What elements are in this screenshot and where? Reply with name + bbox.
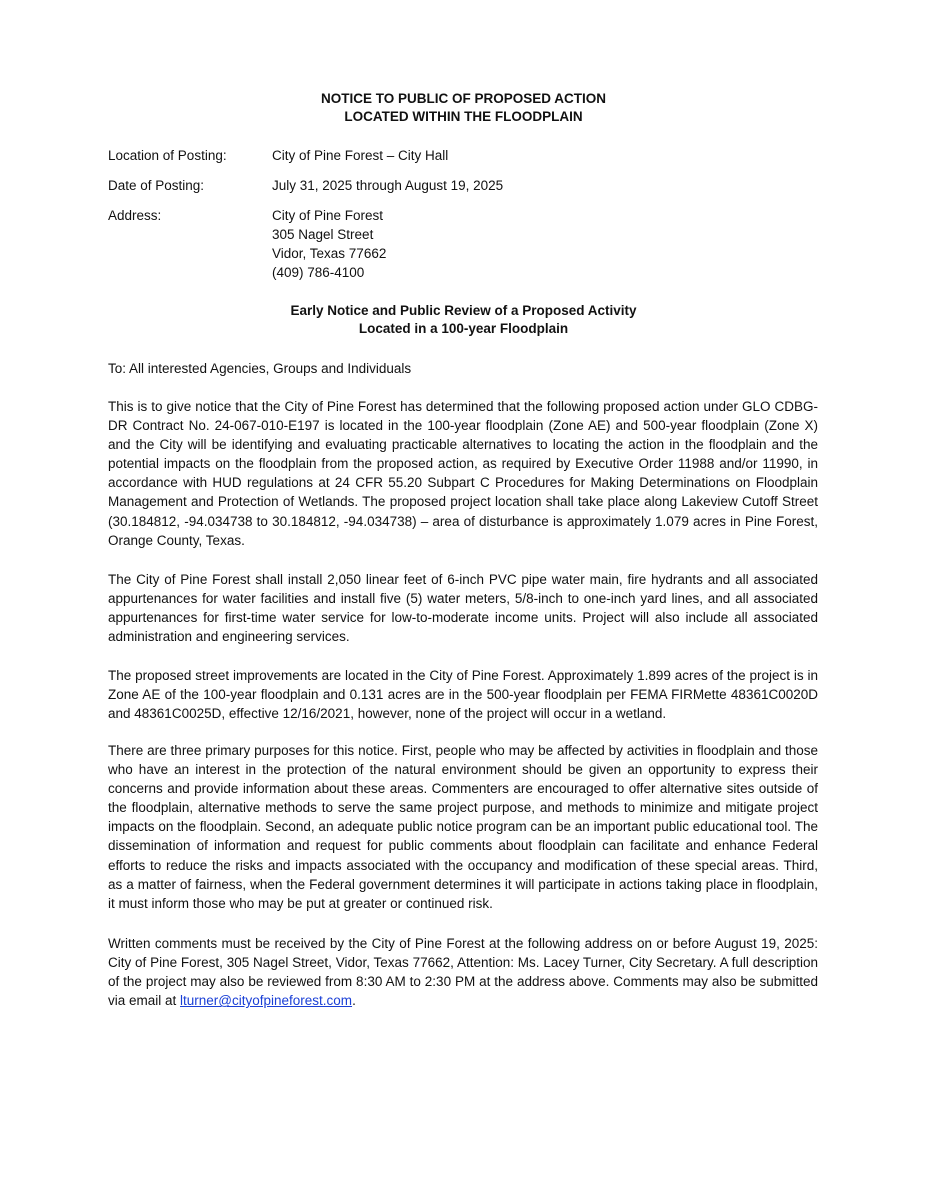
address-phone: (409) 786-4100 — [272, 265, 365, 280]
address-line-3: Vidor, Texas 77662 — [272, 246, 387, 261]
title-line-1: NOTICE TO PUBLIC OF PROPOSED ACTION — [320, 91, 607, 106]
email-link[interactable]: lturner@cityofpineforest.com — [180, 993, 353, 1009]
paragraph-project-location: This is to give notice that the City of Pine Forest has determined that the following proposed action under GLO CDBG-DR Contract No. 24-067-010-E197 is located in the 100-year floodplain (Zone AE) and 500-year floodplain (Zone X) and the City will be identifying and evaluating practicable alternatives to locating the action in the floodplain and the potential impacts on the floodplain from the proposed action, as required by Executive Order 11988 and/or 11990, in accordance with HUD regulations at 24 CFR 55.20 Subpart C Procedures for Making Determinations on Floodplain Management and Protection of Wetlands. The proposed project location shall take place along Lakeview Cutoff Street (30.184812, -94.034738 to 30.184812, -94.034738) – area of disturbance is approximately 1.079 acres in Pine Forest, Orange County, Texas. — [108, 399, 818, 548]
address-line-1: City of Pine Forest — [272, 208, 384, 223]
subtitle-line-1: Early Notice and Public Review of a Proposed Activity — [290, 303, 637, 318]
location-row — [108, 146, 828, 165]
date-value: July 31, 2025 through August 19, 2025 — [272, 178, 504, 193]
location-label: Location of Posting: — [108, 148, 227, 163]
address-line-2: 305 Nagel Street — [272, 227, 374, 242]
comments-text: Written comments must be received by the City of Pine Forest at the following address on or before August 19, 2025: City of Pine Forest, 305 Nagel Street, Vidor, Texas 77662, Attention: Ms. Lacey Turner, City Secretary. A full description of the project may also be reviewed from 8:30 AM to 2:30 PM at the address above. Comments may also be submitted via email at — [108, 936, 818, 1009]
date-label: Date of Posting: — [108, 178, 205, 193]
paragraph-project-scope: The City of Pine Forest shall install 2,050 linear feet of 6-inch PVC pipe water main, fire hydrants and all associated appurtenances for water facilities and install five (5) water meters, 5/8-inch to one-inch yard lines, and all associated appurtenances for first-time water service for low-to-moderate income units. Project will also include all associated administration and engineering services. — [108, 572, 818, 645]
notice-subtitle — [0, 302, 927, 338]
title-line-2: LOCATED WITHIN THE FLOODPLAIN — [344, 109, 583, 124]
posting-info — [108, 146, 828, 293]
address-row — [108, 206, 828, 282]
location-value: City of Pine Forest – City Hall — [272, 148, 449, 163]
comments-end: . — [352, 993, 356, 1009]
recipients-line: To: All interested Agencies, Groups and Individuals — [108, 361, 412, 376]
address-value — [272, 206, 386, 282]
paragraph-written-comments — [108, 934, 818, 1010]
address-label: Address: — [108, 208, 162, 223]
paragraph-floodplain-acreage: The proposed street improvements are located in the City of Pine Forest. Approximately 1.899 acres of the project is in Zone AE of the 100-year floodplain and 0.131 acres are in the 500-year floodplain per FEMA FIRMette 48361C0020D and 48361C0025D, effective 12/16/2021, however, none of the project will occur in a wetland. — [108, 668, 818, 722]
paragraph-notice-purposes: There are three primary purposes for this notice. First, people who may be affected by activities in floodplain and those who have an interest in the protection of the natural environment should be given an opportunity to express their concerns and provide information about these areas. Commenters are encouraged to offer alternative sites outside of the floodplain, alternative methods to serve the same project purpose, and methods to minimize and mitigate project impacts on the floodplain. Second, an adequate public notice program can be an important public educational tool. The dissemination of information and request for public comments about floodplain can facilitate and enhance Federal efforts to reduce the risks and impacts associated with the occupancy and modification of these special areas. Third, as a matter of fairness, when the Federal government determines it will participate in actions taking place in floodplain, it must inform those who may be put at greater or continued risk. — [108, 743, 818, 911]
notice-title — [0, 90, 927, 126]
subtitle-line-2: Located in a 100-year Floodplain — [358, 321, 569, 336]
date-row — [108, 176, 828, 195]
